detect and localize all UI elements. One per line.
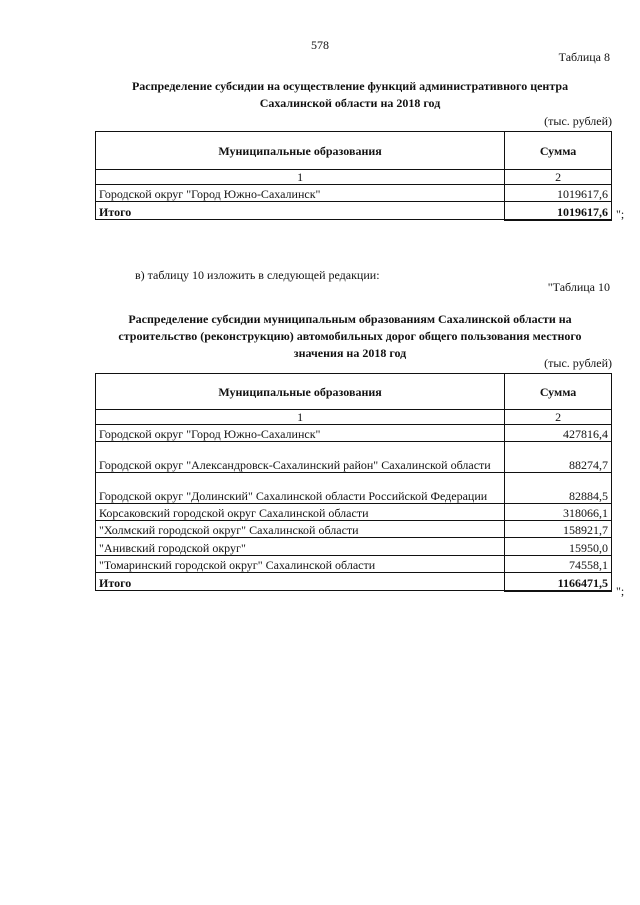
table8-title <box>90 78 610 112</box>
table-row <box>96 538 612 556</box>
table8-colnum-row <box>96 170 612 185</box>
table10-colnum-1: 1 <box>96 410 505 425</box>
row-value: 318066,1 <box>505 504 612 521</box>
row-value: 158921,7 <box>505 521 612 538</box>
row-value: 88274,7 <box>505 442 612 473</box>
row-name: "Анивский городской округ" <box>96 538 505 556</box>
table-row <box>96 425 612 442</box>
table-row <box>96 473 612 504</box>
intro-text: в) таблицу 10 изложить в следующей редакции: <box>135 268 380 282</box>
table8-units: (тыс. рублей) <box>544 114 612 128</box>
table-row <box>96 556 612 573</box>
row-name: Городской округ "Город Южно-Сахалинск" <box>96 185 505 202</box>
row-name: Городской округ "Александровск-Сахалинский район" Сахалинской области <box>96 442 505 473</box>
table-row <box>96 442 612 473</box>
row-value: 82884,5 <box>505 473 612 504</box>
table8-header-name: Муниципальные образования <box>96 132 505 170</box>
row-name: Городской округ "Город Южно-Сахалинск" <box>96 425 505 442</box>
page-number: 578 <box>311 38 329 52</box>
table8-header-row <box>96 132 612 170</box>
table8-closing: "; <box>616 207 625 221</box>
table8-total-label: Итого <box>96 202 505 220</box>
table10-total-label: Итого <box>96 573 505 591</box>
table8-title-line2: Сахалинской области на 2018 год <box>259 96 441 110</box>
table8-header-sum: Сумма <box>505 132 612 170</box>
table10-header-row <box>96 374 612 410</box>
table8-label: Таблица 8 <box>558 50 610 64</box>
table8-total-row <box>96 202 612 220</box>
row-name: "Томаринский городской округ" Сахалинской области <box>96 556 505 573</box>
table10-colnum-row <box>96 410 612 425</box>
table10-total-value: 1166471,5 <box>505 573 612 591</box>
table8-colnum-2: 2 <box>505 170 612 185</box>
table10-units: (тыс. рублей) <box>544 356 612 370</box>
table10-title-line1: Распределение субсидии муниципальным образованиям Сахалинской области на <box>128 312 572 326</box>
table10-title-line3: значения на 2018 год <box>293 346 407 360</box>
table10 <box>95 373 612 592</box>
row-value: 1019617,6 <box>505 185 612 202</box>
table10-colnum-2: 2 <box>505 410 612 425</box>
table10-closing: "; <box>616 584 625 598</box>
table-row <box>96 504 612 521</box>
table10-label: "Таблица 10 <box>547 280 610 294</box>
table8-title-line1: Распределение субсидии на осуществление функций административного центра <box>131 79 569 93</box>
table8-colnum-1: 1 <box>96 170 505 185</box>
row-name: Городской округ "Долинский" Сахалинской области Российской Федерации <box>96 473 505 504</box>
table-row <box>96 185 612 202</box>
table10-total-row <box>96 573 612 591</box>
table10-header-name: Муниципальные образования <box>96 374 505 410</box>
row-value: 15950,0 <box>505 538 612 556</box>
table10-title-line2: строительство (реконструкцию) автомобильных дорог общего пользования местного <box>118 329 582 343</box>
row-value: 74558,1 <box>505 556 612 573</box>
row-name: Корсаковский городской округ Сахалинской области <box>96 504 505 521</box>
row-name: "Холмский городской округ" Сахалинской области <box>96 521 505 538</box>
table8-total-value: 1019617,6 <box>505 202 612 220</box>
row-value: 427816,4 <box>505 425 612 442</box>
table10-header-sum: Сумма <box>505 374 612 410</box>
table8 <box>95 131 612 221</box>
table-row <box>96 521 612 538</box>
table10-title <box>90 311 610 362</box>
